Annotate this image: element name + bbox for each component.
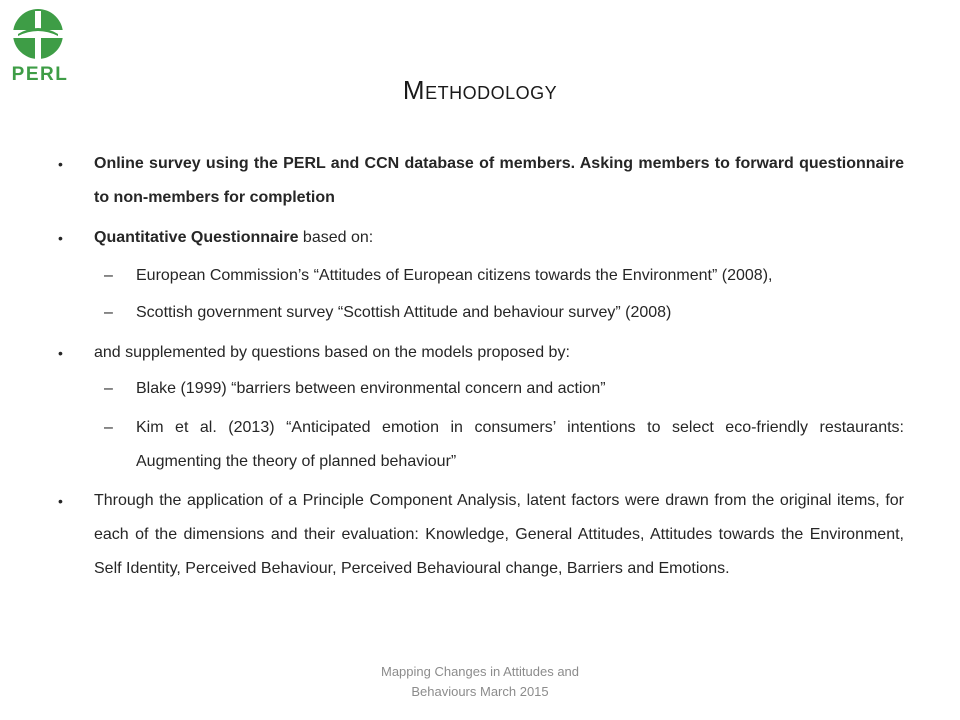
logo-text: PERL: [11, 64, 69, 85]
sub-european-commission: European Commission’s “Attitudes of European citizens towards the Environment” (2008),: [136, 267, 773, 284]
footer-line-2: Behaviours March 2015: [411, 684, 549, 699]
sub-blake: Blake (1999) “barriers between environmental concern and action”: [136, 380, 606, 397]
bullet-pca: Through the application of a Principle Component Analysis, latent factors were drawn from the original items, for each of the dimensions and their evaluation: Knowledge, General Attitudes, Attitudes towards the Environment, Self Identity, Perceived Behaviour, Perceived Behavioural change, Barriers and Emotions.: [94, 492, 904, 577]
dash-marker: –: [104, 419, 113, 436]
dash-marker: –: [104, 380, 113, 397]
sub-scottish-survey: Scottish government survey “Scottish Attitude and behaviour survey” (2008): [136, 304, 672, 321]
bullet-marker: •: [58, 345, 63, 361]
bullet-marker: •: [58, 493, 63, 509]
dash-marker: –: [104, 304, 113, 321]
bullet-marker: •: [58, 230, 63, 246]
bullet-quantitative: [94, 221, 904, 255]
sub-kim: Kim et al. (2013) “Anticipated emotion in consumers’ intentions to select eco-friendly restaurants: Augmenting the theory of planned behaviour”: [136, 419, 904, 470]
quantitative-rest-text: based on:: [298, 229, 374, 246]
dash-marker: –: [104, 267, 113, 284]
bullet-online-survey: [94, 147, 904, 215]
footer: [360, 662, 600, 702]
footer-line-1: Mapping Changes in Attitudes and: [380, 664, 580, 679]
bullet-online-survey-text: Online survey using the PERL and CCN database of members. Asking members to forward questionnaire to non-members for completion: [94, 155, 904, 206]
bullet-marker: •: [58, 156, 63, 172]
bullet-supplemented: and supplemented by questions based on the models proposed by:: [94, 344, 570, 361]
page-title: Methodology: [402, 75, 558, 105]
quantitative-bold-text: Quantitative Questionnaire: [94, 229, 299, 246]
